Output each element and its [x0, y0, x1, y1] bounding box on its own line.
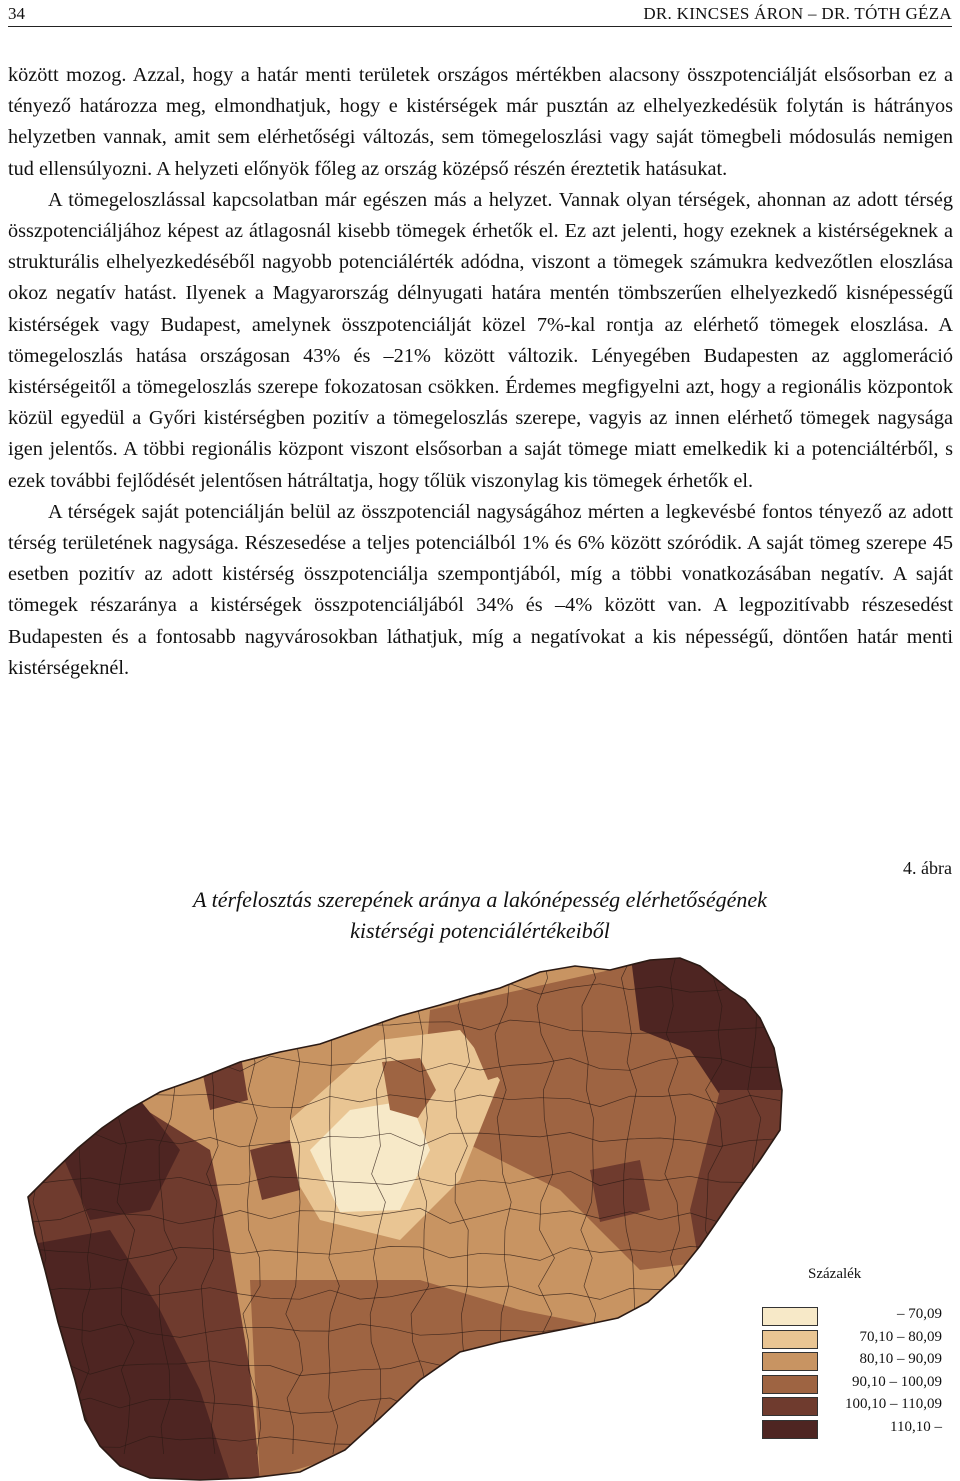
legend-title: Százalék	[808, 1266, 862, 1282]
running-title: DR. KINCSES ÁRON – DR. TÓTH GÉZA	[643, 4, 952, 23]
legend-label: 100,10 – 110,09	[845, 1396, 942, 1412]
body-text	[8, 60, 953, 684]
legend-row	[762, 1372, 952, 1395]
legend-row	[762, 1349, 952, 1372]
legend-label: 110,10 –	[890, 1418, 942, 1435]
district-boundary	[0, 950, 7, 1454]
legend-label: 70,10 – 80,09	[859, 1328, 942, 1345]
legend-swatch	[762, 1420, 818, 1439]
legend-label: 90,10 – 100,09	[852, 1373, 942, 1390]
page-header	[8, 4, 952, 27]
page-number: 34	[8, 4, 25, 23]
legend-row	[762, 1417, 952, 1440]
legend-row	[762, 1304, 952, 1327]
legend-swatch	[762, 1330, 818, 1349]
legend-row	[762, 1327, 952, 1350]
legend-label: 80,10 – 90,09	[859, 1351, 942, 1367]
paragraph: között mozog. Azzal, hogy a határ menti területek országos mértékben alacsony összpotenciálját elsősorban ez a tényező határozza meg, elmondhatjuk, hogy e kistérségek már pusztán az elhelyezkedésük folytán is hátrányos helyzetben vannak, amit sem elérhetőségi változás, sem tömegeloszlási vagy saját tömegbeli módosulás nemigen tud ellensúlyozni. A helyzeti előnyök főleg az ország középső részén éreztetik hatásukat.	[8, 64, 953, 180]
legend-swatch	[762, 1352, 818, 1371]
map-legend	[762, 1304, 952, 1439]
legend-swatch	[762, 1307, 818, 1326]
legend-swatch	[762, 1375, 818, 1394]
legend-swatch	[762, 1397, 818, 1416]
legend-label: – 70,09	[897, 1306, 942, 1322]
district-boundary	[0, 950, 780, 958]
paragraph: A térségek saját potenciálján belül az összpotenciál nagyságához mérten a legkevésbé fontos tényező az adott térség területének nagysága. Részesedése a teljes potenciálból 1% és 6% között szóródik. A saját tömeg szerepe 45 esetben pozitív az adott kistérség összpotenciálja szempontjából, míg a többi vonatkozásában negatív. A saját tömegek részaránya a kistérségek összpotenciáljából 34% és –4% között van. A legpozitívabb részesedést Budapesten és a fontosabb nagyvárosokban láthatjuk, míg a negatívokat a kis népességű, döntően határ menti kistérségeknél.	[8, 500, 953, 679]
figure-title-line-1: A térfelosztás szerepének aránya a lakónépesség elérhetőségének	[193, 887, 767, 912]
paragraph: A tömegeloszlással kapcsolatban már egészen más a helyzet. Vannak olyan térségek, ahonnan az adott térség összpotenciáljához képest az átlagosnál kisebb tömegek érhetők el. Ez azt jelenti, hogy ezeknek a kistérségeknek a strukturális elhelyezkedéséből nagyobb potenciálérték adódna, viszont a tömegek számukra kedvezőtlen eloszlása okoz negatív hatást. Ilyenek a Magyarország délnyugati határa mentén tömbszerűen elhelyezkedő kisnépességű kistérségek vagy Budapest, amelynek összpotenciálját közel 7%-kal rontja az elérhető tömegek eloszlása. A tömegeloszlás hatása országosan 43% és –21% között változik. Lényegében Budapesten az agglomeráció kistérségeitől a tömegeloszlás szerepe fokozatosan csökken. Érdemes megfigyelni azt, hogy a regionális központok közül egyedül a Győri kistérségben pozitív a tömegeloszlás szerepe, vagyis az innen elérhető tömegek nagysága igen jelentős. A többi regionális központ viszont elsősorban a saját tömege miatt emelkedik ki a potenciáltérből, s ezek további fejlődését jelentősen hátráltatja, hogy tőlük viszonylag kis tömegek érhetők el.	[8, 188, 953, 492]
figure-number: 4. ábra	[903, 858, 952, 878]
figure-title	[100, 884, 860, 946]
figure-title-line-2: kistérségi potenciálértékeiből	[350, 918, 610, 943]
legend-row	[762, 1394, 952, 1417]
